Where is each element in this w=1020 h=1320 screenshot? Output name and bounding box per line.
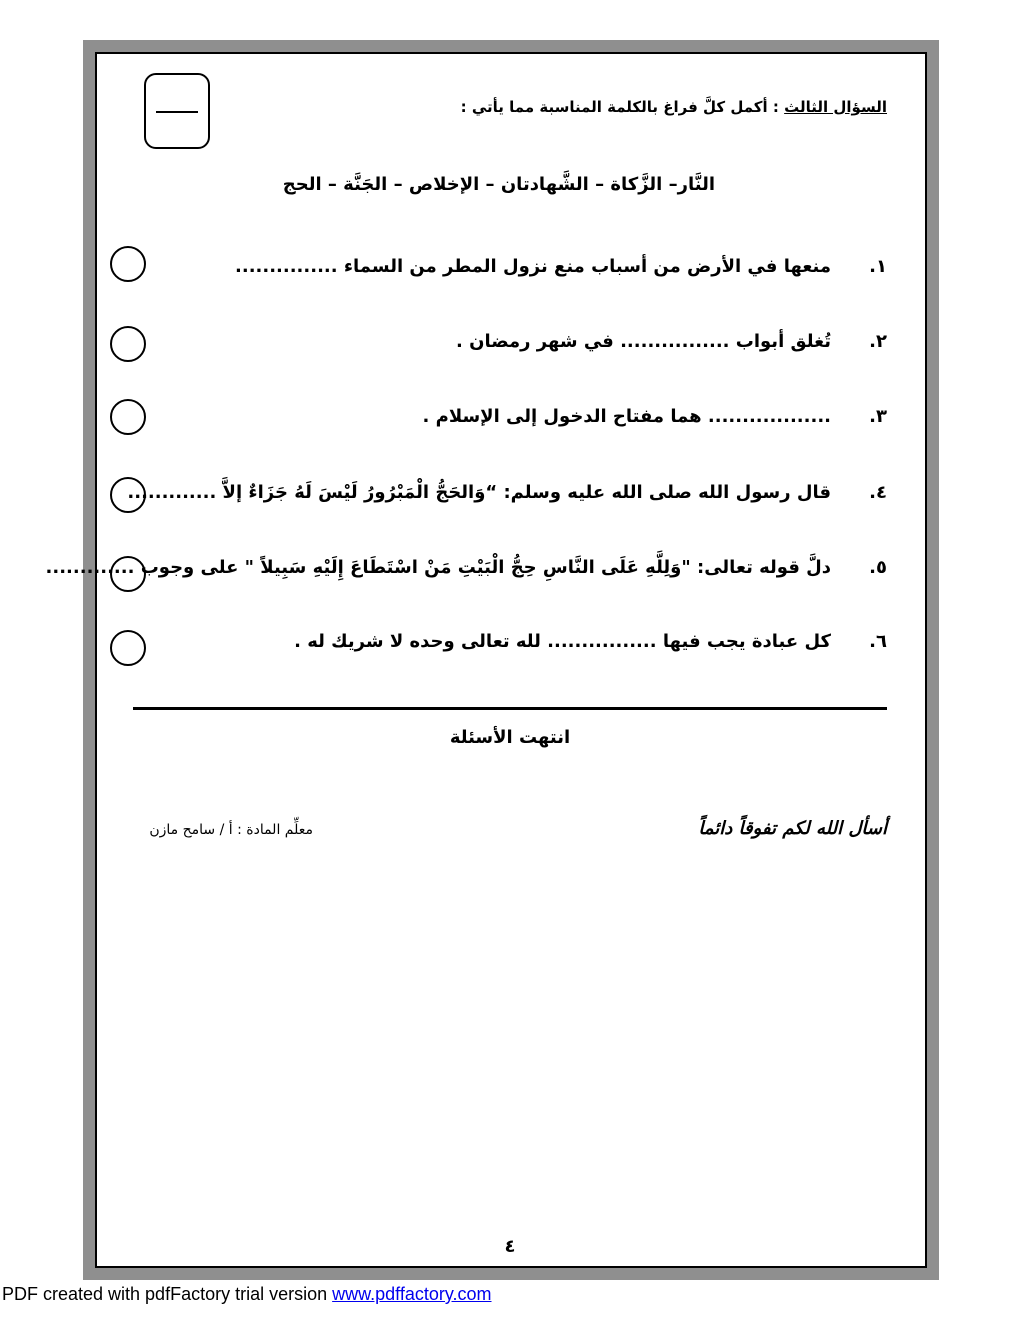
pdf-footer [2, 1284, 492, 1305]
item-number: ٤. [869, 482, 887, 503]
teacher-name: معلِّم المادة : أ / سامح مازن [149, 822, 313, 838]
item-number: ١. [869, 256, 887, 277]
question-header [407, 98, 887, 116]
item-number: ٦. [869, 631, 887, 652]
question-item [45, 551, 887, 585]
page-frame [95, 52, 927, 1268]
score-box [144, 73, 210, 149]
page-number: ٤ [504, 1236, 516, 1257]
item-text: منعها في الأرض من أسباب منع نزول المطر من السماء ............... [235, 256, 831, 277]
pdf-footer-text: PDF created with pdfFactory trial version [2, 1284, 333, 1304]
word-bank: النَّار– الزَّكاة – الشَّهادتان – الإخلاص – الجَنَّة – الحج [282, 174, 715, 195]
question-item [127, 476, 887, 510]
closing-wish: أسأل الله لكم تفوقاً دائماً [698, 818, 887, 839]
question-item [167, 400, 887, 434]
item-number: ٣. [869, 406, 887, 427]
item-text: كل عبادة يجب فيها ................ لله تعالى وحده لا شريك له . [294, 631, 831, 652]
pdf-footer-link[interactable]: www.pdffactory.com [332, 1284, 492, 1304]
mark-circle [110, 477, 146, 513]
item-text: تُغلق أبواب ................ في شهر رمضان . [456, 331, 831, 352]
question-title: السؤال الثالث [784, 98, 887, 116]
question-instruction: : أكمل كلَّ فراغ بالكلمة المناسبة مما يأتي : [460, 98, 779, 116]
question-item [167, 325, 887, 359]
item-text: دلَّ قوله تعالى: "وَلِلَّهِ عَلَى النَّاسِ حِجُّ الْبَيْتِ مَنْ اسْتَطَاعَ إِلَيْهِ سَبِيلاً " على وجوب ............. [45, 557, 831, 578]
mark-circle [110, 399, 146, 435]
question-item [167, 625, 887, 659]
end-of-questions: انتهت الأسئلة [449, 727, 571, 748]
item-text: قال رسول الله صلى الله عليه وسلم: “وَالحَجُّ الْمَبْرُورُ لَيْسَ لَهُ جَزَاءٌ إلاَّ ............. [127, 482, 831, 503]
question-item [167, 250, 887, 284]
item-number: ٥. [869, 557, 887, 578]
divider [133, 707, 887, 710]
item-number: ٢. [869, 331, 887, 352]
mark-circle [110, 630, 146, 666]
score-line [156, 111, 198, 113]
mark-circle [110, 326, 146, 362]
item-text: .................. هما مفتاح الدخول إلى الإسلام . [422, 406, 831, 427]
mark-circle [110, 246, 146, 282]
mark-circle [110, 556, 146, 592]
